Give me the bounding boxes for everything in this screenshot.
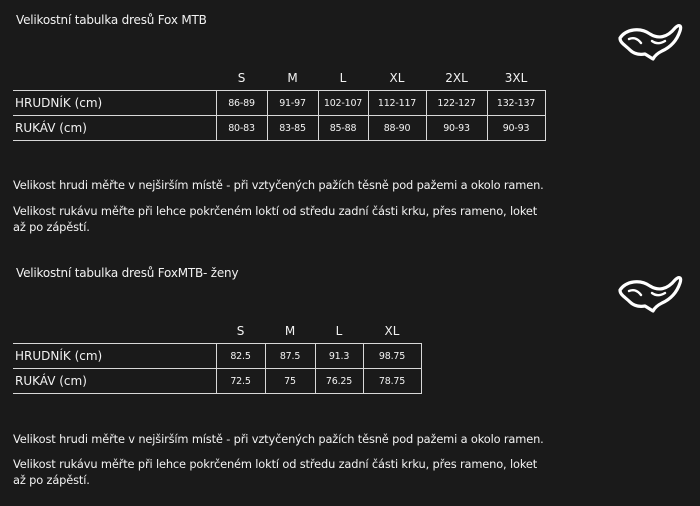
table-cell: 75 [265, 369, 315, 394]
sleeve-measure-note-continued: až po zápěstí. [13, 473, 90, 487]
women-size-table [13, 319, 422, 394]
table-cell: 102-107 [318, 91, 368, 116]
table-cell: 87.5 [265, 344, 315, 369]
table-cell: 85-88 [318, 116, 368, 141]
table-cell: 78.75 [363, 369, 421, 394]
table-cell: 112-117 [368, 91, 426, 116]
sleeve-measure-note: Velikost rukávu měřte při lehce pokrčeném loktí od středu zadní části krku, přes rameno, loket [13, 457, 538, 471]
women-header-row [13, 319, 421, 344]
size-header: XL [384, 324, 400, 338]
table-row [13, 369, 421, 394]
table-cell: 91.3 [315, 344, 363, 369]
fox-head-logo-icon [616, 20, 684, 64]
size-header: S [236, 324, 245, 338]
row-label: RUKÁV (cm) [13, 116, 216, 141]
table-cell: 98.75 [363, 344, 421, 369]
men-header-row [13, 66, 545, 91]
chest-measure-note: Velikost hrudi měřte v nejširším místě - při vztyčených pažích těsně pod pažemi a okolo ramen. [13, 178, 544, 192]
size-header: XL [389, 71, 405, 85]
men-size-table [13, 66, 546, 141]
row-label: RUKÁV (cm) [13, 369, 216, 394]
size-header: L [339, 71, 347, 85]
size-header: 2XL [445, 71, 468, 85]
row-label: HRUDNÍK (cm) [13, 344, 216, 369]
table-cell: 80-83 [216, 116, 267, 141]
size-header: L [335, 324, 343, 338]
table-row [13, 344, 421, 369]
table-cell: 91-97 [267, 91, 318, 116]
table-cell: 86-89 [216, 91, 267, 116]
table-cell: 132-137 [487, 91, 545, 116]
size-header: S [237, 71, 246, 85]
size-header: M [287, 71, 298, 85]
men-chart-title: Velikostní tabulka dresů Fox MTB [16, 13, 207, 27]
table-cell: 72.5 [216, 369, 265, 394]
table-row [13, 91, 545, 116]
women-chart-title: Velikostní tabulka dresů FoxMTB- ženy [16, 266, 239, 280]
table-row [13, 116, 545, 141]
sleeve-measure-note: Velikost rukávu měřte při lehce pokrčeném loktí od středu zadní části krku, přes rameno, loket [13, 204, 538, 218]
fox-head-logo-icon [616, 272, 684, 316]
table-cell: 88-90 [368, 116, 426, 141]
table-cell: 83-85 [267, 116, 318, 141]
row-label: HRUDNÍK (cm) [13, 91, 216, 116]
sleeve-measure-note-continued: až po zápěstí. [13, 220, 90, 234]
size-header: M [284, 324, 296, 338]
table-cell: 76.25 [315, 369, 363, 394]
table-cell: 122-127 [426, 91, 487, 116]
table-cell: 90-93 [426, 116, 487, 141]
table-cell: 82.5 [216, 344, 265, 369]
table-cell: 90-93 [487, 116, 545, 141]
size-header: 3XL [504, 71, 528, 85]
chest-measure-note: Velikost hrudi měřte v nejširším místě - při vztyčených pažích těsně pod pažemi a okolo ramen. [13, 432, 544, 446]
